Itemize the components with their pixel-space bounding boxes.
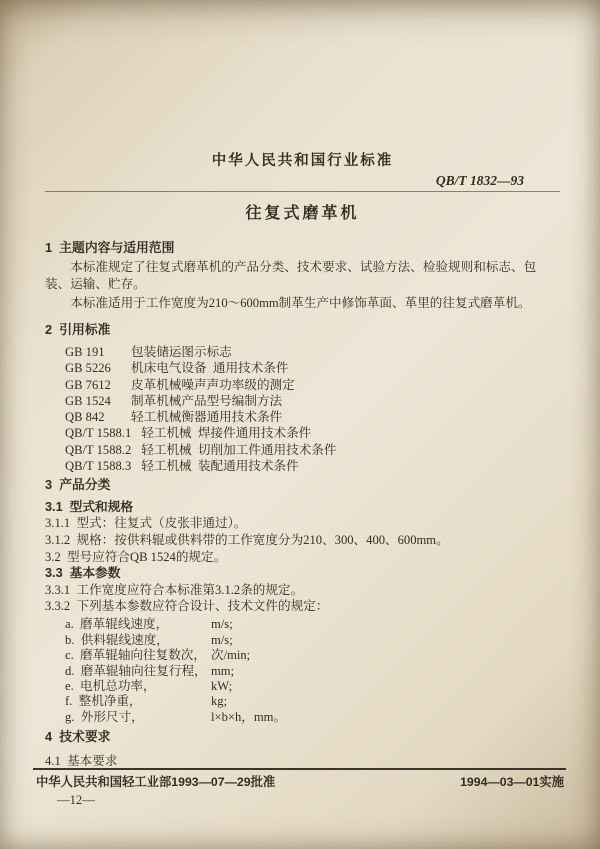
section-3-heading: 3 产品分类 (45, 477, 111, 493)
parameter-label: g. 外形尺寸， (65, 709, 144, 724)
page-number: —12— (57, 793, 95, 807)
reference-item (45, 360, 560, 376)
reference-title: 皮革机械噪声声功率级的测定 (131, 377, 295, 392)
reference-item (45, 393, 560, 409)
parameter-unit: m/s; (211, 617, 233, 632)
reference-code: GB 1524 (65, 393, 111, 408)
parameter-label: b. 供料辊线速度， (65, 632, 169, 647)
reference-code: QB/T 1588.3 (65, 459, 132, 474)
header-rule (45, 191, 560, 192)
standard-org-line: 中华人民共和国行业标准 (211, 153, 394, 169)
parameter-item (45, 679, 560, 694)
parameter-label: f. 整机净重， (65, 694, 142, 709)
reference-title: 机床电气设备 通用技术条件 (131, 361, 289, 376)
reference-title: 制革机械产品型号编制方法 (131, 393, 283, 408)
parameter-item (45, 694, 560, 709)
section-2-heading: 2 引用标准 (45, 322, 111, 337)
parameter-unit: 次/min; (211, 648, 251, 663)
reference-code: GB 5226 (65, 361, 111, 376)
reference-title: 轻工机械 装配通用技术条件 (141, 459, 299, 474)
page-content (45, 153, 560, 769)
parameter-label: c. 磨革辊轴向往复数次， (65, 648, 206, 663)
reference-code: GB 7612 (65, 377, 111, 392)
footer-rule (33, 768, 566, 770)
clause-3-1: 3.1 型式和规格 (45, 500, 134, 515)
section-1-paragraph-1: 本标准规定了往复式磨革机的产品分类、技术要求、试验方法、检验规则和标志、包装、运输、贮存。 (45, 260, 537, 291)
section-4-heading: 4 技术要求 (45, 729, 111, 745)
reference-item (45, 344, 560, 360)
clause-3-1-1: 3.1.1 型式：往复式（皮张非通过）。 (45, 516, 247, 531)
parameter-label: e. 电机总功率， (65, 679, 156, 693)
parameter-item (45, 648, 560, 663)
reference-item (45, 442, 560, 458)
document-title: 往复式磨革机 (245, 205, 360, 222)
standard-code: QB/T 1832—93 (435, 173, 524, 188)
parameter-unit: kW; (211, 679, 233, 693)
clause-3-3-1: 3.3.1 工作宽度应符合本标准第3.1.2条的规定。 (45, 583, 304, 598)
section-1-paragraph-2: 本标准适用于工作宽度为210～600mm制革生产中修饰革面、革里的往复式磨革机。 (70, 296, 531, 310)
parameter-item (45, 710, 560, 725)
reference-item (45, 458, 560, 474)
parameter-unit: m/s; (211, 632, 233, 647)
reference-item (45, 425, 560, 441)
section-1-heading: 1 主题内容与适用范围 (45, 240, 175, 255)
reference-code: QB/T 1588.2 (65, 442, 132, 457)
footer (36, 774, 564, 790)
reference-title: 包装储运图示标志 (131, 345, 232, 359)
approval-statement: 中华人民共和国轻工业部1993—07—29批准 (36, 775, 276, 789)
parameter-item (45, 664, 560, 679)
reference-code: QB 842 (65, 410, 105, 425)
parameter-label: d. 磨革辊轴向往复行程， (65, 663, 207, 678)
clause-4-1: 4.1 基本要求 (45, 754, 118, 769)
reference-code: GB 191 (65, 345, 105, 359)
parameter-unit: l×b×h，mm。 (211, 709, 287, 724)
clause-3-2: 3.2 型号应符合QB 1524的规定。 (45, 550, 227, 565)
clause-3-3: 3.3 基本参数 (45, 566, 121, 581)
reference-title: 轻工机械 焊接件通用技术条件 (141, 426, 312, 441)
parameter-item (45, 633, 560, 648)
reference-title: 轻工机械 切削加工件通用技术条件 (141, 442, 337, 457)
parameter-unit: mm; (211, 663, 235, 678)
reference-title: 轻工机械衡器通用技术条件 (131, 410, 283, 425)
parameter-label: a. 磨革辊线速度， (65, 617, 169, 632)
reference-item (45, 377, 560, 393)
reference-item (45, 409, 560, 425)
clause-3-1-2: 3.1.2 规格：按供料辊或供料带的工作宽度分为210、300、400、600mm。 (45, 533, 449, 548)
reference-list (45, 344, 560, 474)
parameter-item (45, 617, 560, 632)
implementation-date: 1994—03—01实施 (460, 775, 564, 789)
parameter-unit: kg; (211, 694, 228, 709)
reference-code: QB/T 1588.1 (65, 426, 132, 441)
parameter-list (45, 617, 560, 725)
clause-3-3-2: 3.3.2 下列基本参数应符合设计、技术文件的规定： (45, 599, 329, 614)
